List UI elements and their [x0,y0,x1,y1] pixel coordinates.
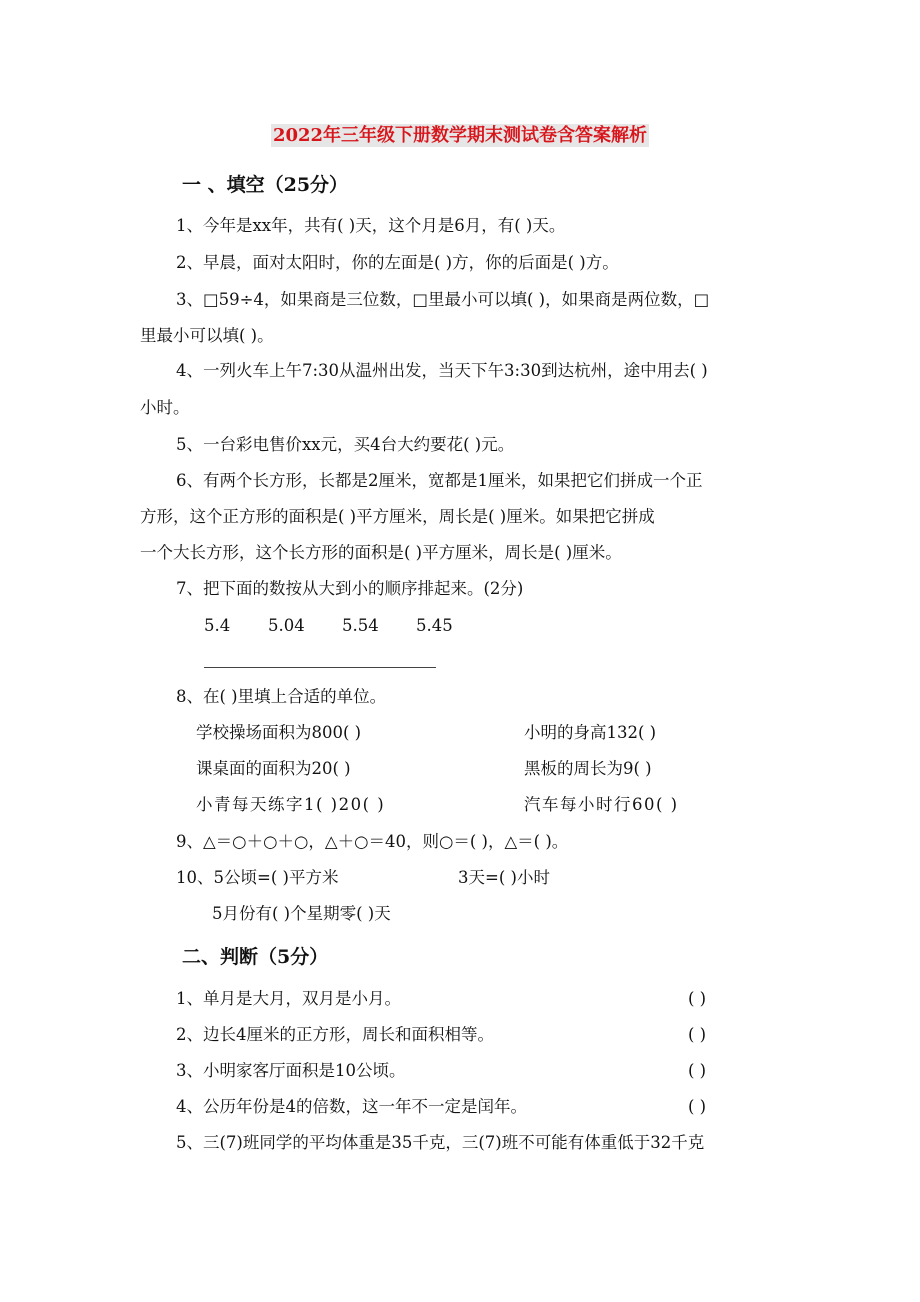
q8-item: 汽车每小时行60( ) [524,795,679,814]
judge-item: 3、小明家客厅面积是10公顷。 [176,1061,406,1080]
judge-item: 5、三(7)班同学的平均体重是35千克，三(7)班不可能有体重低于32千克 [176,1133,705,1152]
question-4-line2: 小时。 [140,398,190,417]
q7-number: 5.04 [268,616,305,635]
question-6-line1: 6、有两个长方形，长都是2厘米，宽都是1厘米，如果把它们拼成一个正 [176,471,703,490]
judge-item: 2、边长4厘米的正方形，周长和面积相等。 [176,1025,494,1044]
question-6-line3: 一个大长方形，这个长方形的面积是( )平方厘米，周长是( )厘米。 [140,543,622,562]
question-2: 2、早晨，面对太阳时，你的左面是( )方，你的后面是( )方。 [176,253,619,272]
question-5: 5、一台彩电售价xx元，买4台大约要花( )元。 [176,435,515,454]
q8-item: 小明的身高132( ) [524,723,657,742]
question-7: 7、把下面的数按从大到小的顺序排起来。(2分) [176,579,524,598]
question-10-part1: 10、5公顷=( )平方米 [176,868,339,887]
q7-number: 5.45 [416,616,453,635]
question-4-line1: 4、一列火车上午7:30从温州出发，当天下午3:30到达杭州，途中用去( ) [176,361,708,380]
answer-line [204,667,436,668]
question-10-part2: 3天=( )小时 [458,868,550,887]
judge-bracket: ( ) [688,1061,707,1080]
section1-heading: 一 、填空（25分） [182,174,349,196]
question-1: 1、今年是xx年，共有( )天，这个月是6月，有( )天。 [176,216,566,235]
document-title [0,124,920,148]
title-text: 2022年三年级下册数学期末测试卷含答案解析 [272,125,648,146]
section2-heading: 二、判断（5分） [182,946,329,968]
q8-item: 学校操场面积为800( ) [196,723,362,742]
question-10-part3: 5月份有( )个星期零( )天 [212,904,391,923]
judge-bracket: ( ) [688,989,707,1008]
judge-item: 1、单月是大月，双月是小月。 [176,989,401,1008]
q8-item: 小青每天练字1( )20( ) [196,795,386,814]
judge-bracket: ( ) [688,1025,707,1044]
q8-item: 黑板的周长为9( ) [524,759,652,778]
q7-number: 5.4 [204,616,231,635]
question-9: 9、△＝○＋○＋○，△＋○＝40，则○＝( )，△＝( )。 [176,832,569,851]
judge-item: 4、公历年份是4的倍数，这一年不一定是闰年。 [176,1097,527,1116]
q8-item: 课桌面的面积为20( ) [196,759,351,778]
question-6-line2: 方形，这个正方形的面积是( )平方厘米，周长是( )厘米。如果把它拼成 [140,507,655,526]
q7-number: 5.54 [342,616,379,635]
question-3-line1: 3、□59÷4，如果商是三位数，□里最小可以填( )，如果商是两位数，□ [176,290,710,309]
judge-bracket: ( ) [688,1097,707,1116]
question-3-line2: 里最小可以填( )。 [140,326,274,345]
question-8: 8、在( )里填上合适的单位。 [176,687,387,706]
